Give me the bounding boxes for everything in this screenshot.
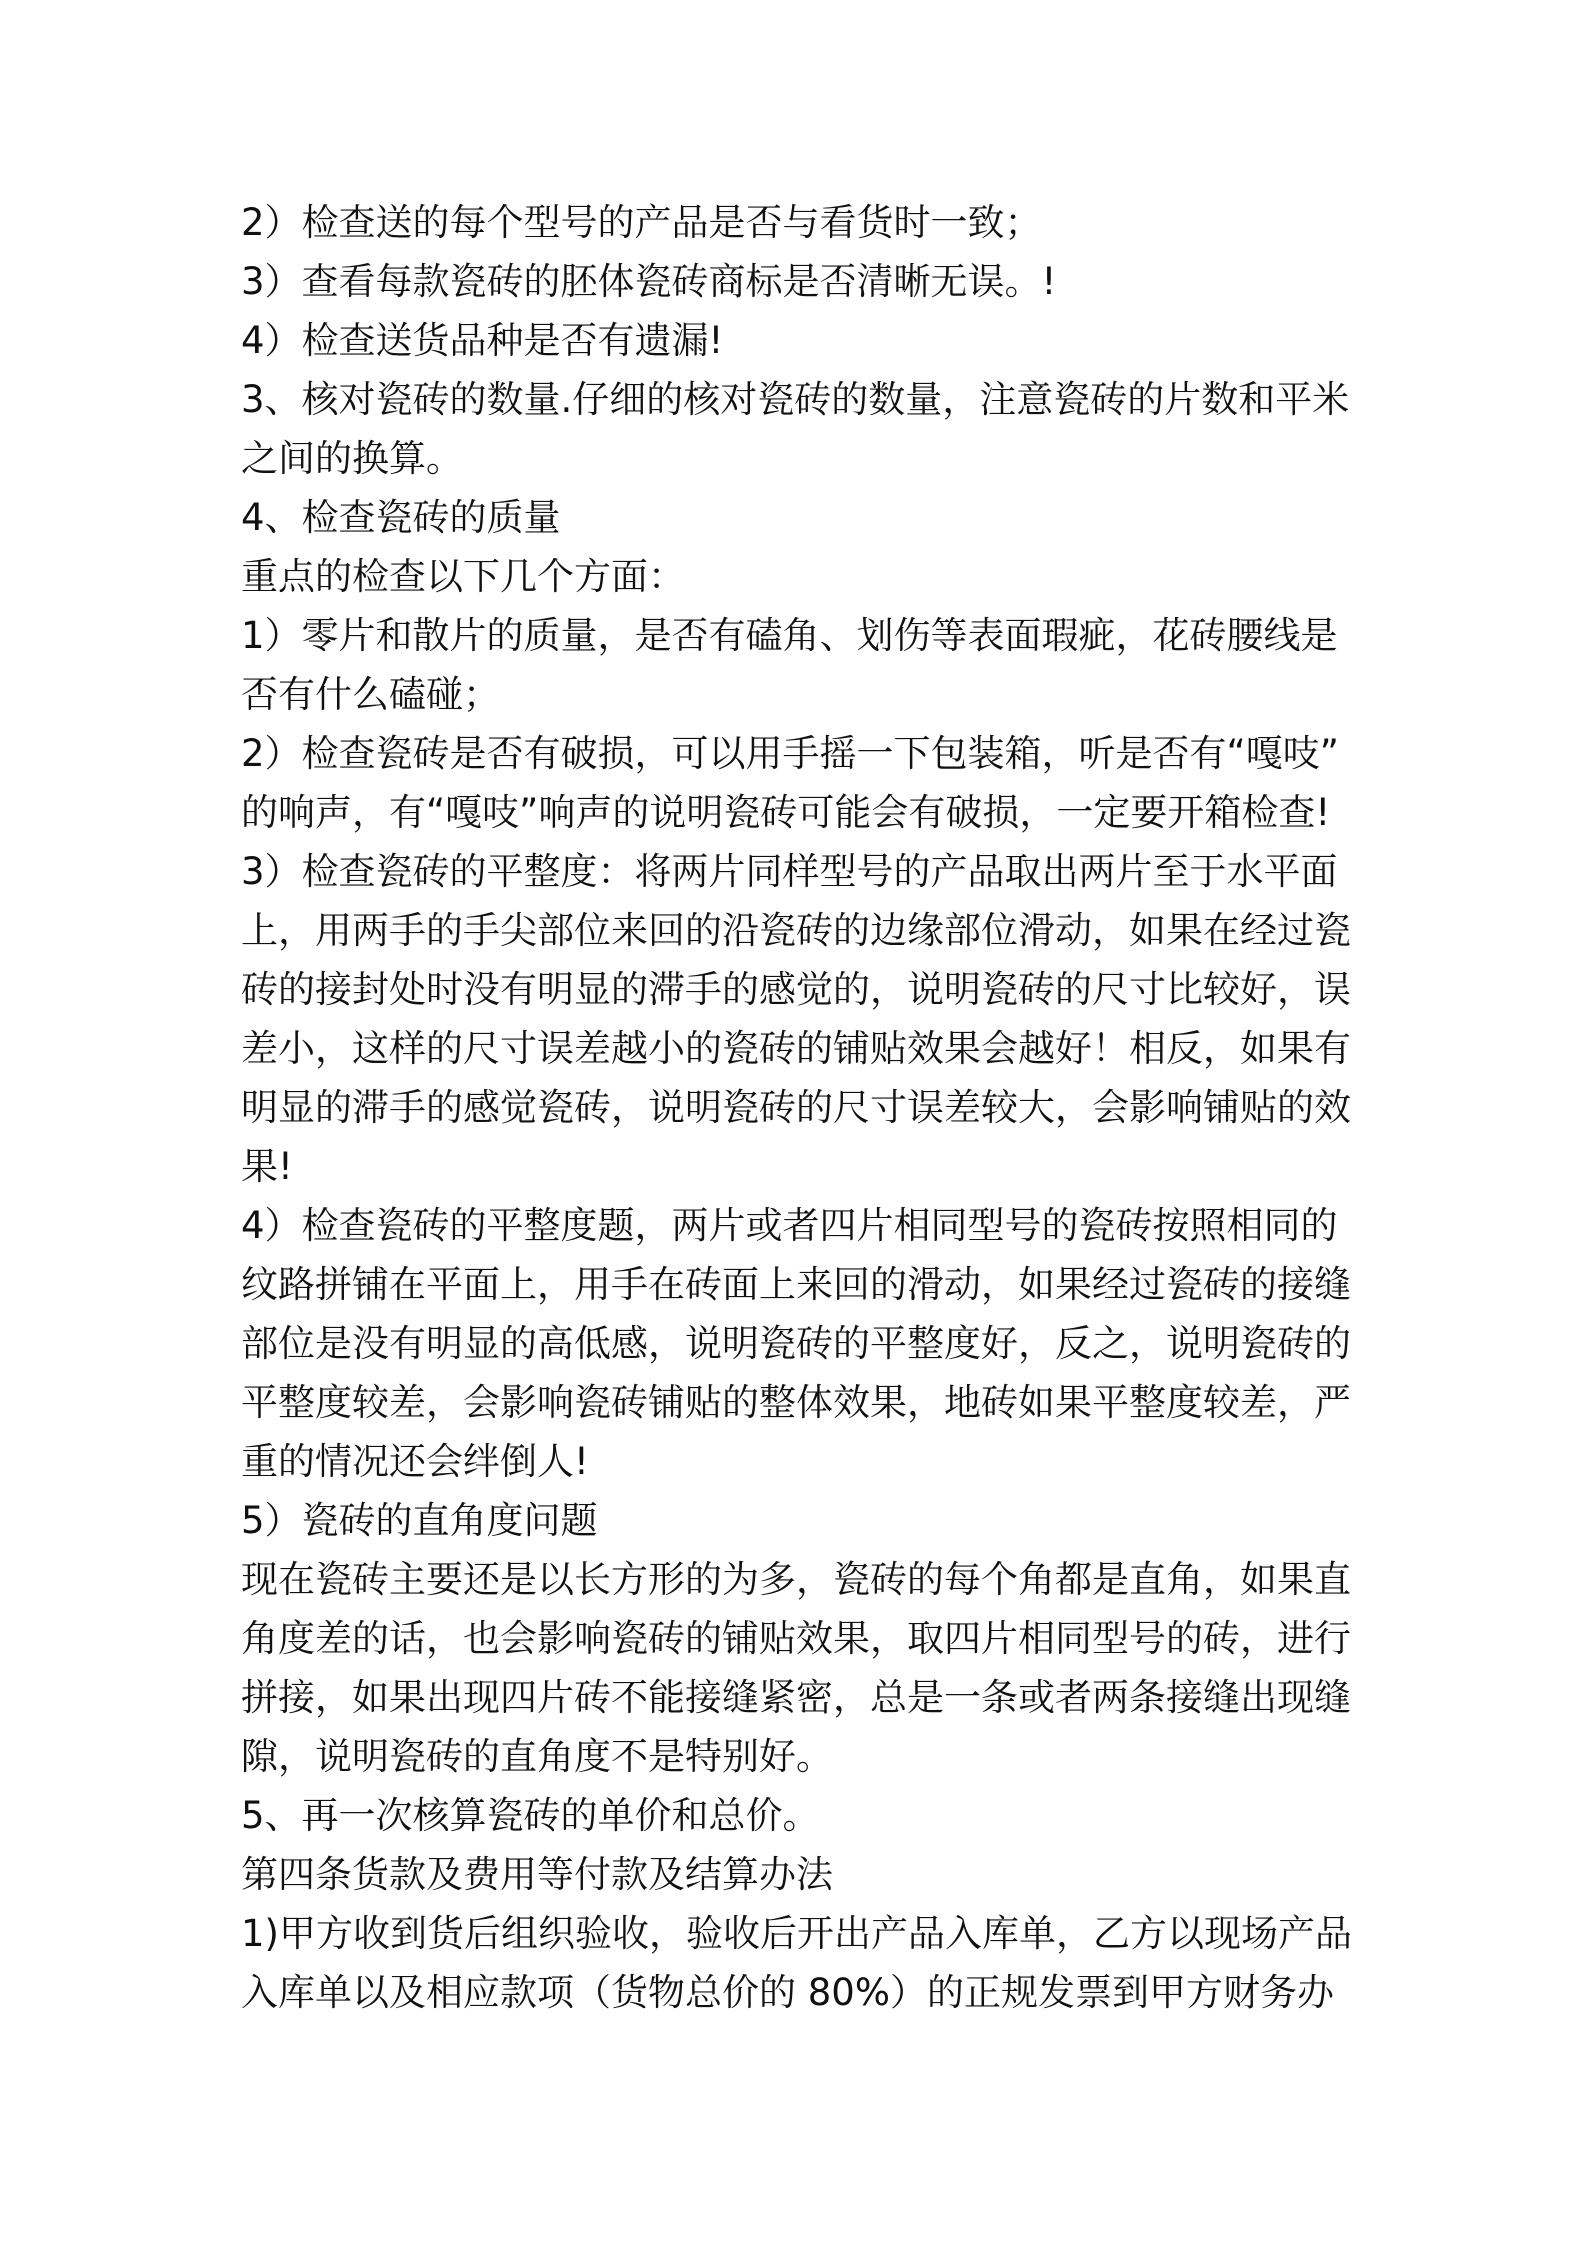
text-line: 3）检查瓷砖的平整度：将两片同样型号的产品取出两片至于水平面 xyxy=(241,850,1338,893)
article-heading: 第四条货款及费用等付款及结算办法 xyxy=(241,1853,833,1896)
text-line: 角度差的话，也会影响瓷砖的铺贴效果，取四片相同型号的砖，进行 xyxy=(241,1617,1351,1660)
text-line: 隙，说明瓷砖的直角度不是特别好。 xyxy=(241,1735,833,1778)
text-line: 砖的接封处时没有明显的滞手的感觉的，说明瓷砖的尺寸比较好，误 xyxy=(241,968,1351,1011)
text-line: 平整度较差，会影响瓷砖铺贴的整体效果，地砖如果平整度较差，严 xyxy=(241,1381,1351,1424)
text-line: 之间的换算。 xyxy=(241,437,463,480)
section-heading: 4、检查瓷砖的质量 xyxy=(241,496,561,539)
text-line: 部位是没有明显的高低感，说明瓷砖的平整度好，反之，说明瓷砖的 xyxy=(241,1322,1351,1365)
text-line: 拼接，如果出现四片砖不能接缝紧密，总是一条或者两条接缝出现缝 xyxy=(241,1676,1351,1719)
text-line: 2）检查瓷砖是否有破损，可以用手摇一下包装箱，听是否有“嘎吱” xyxy=(241,732,1339,775)
text-line: 4）检查送货品种是否有遗漏! xyxy=(241,319,724,362)
text-line: 明显的滞手的感觉瓷砖，说明瓷砖的尺寸误差较大，会影响铺贴的效 xyxy=(241,1086,1351,1129)
text-line: 重的情况还会绊倒人! xyxy=(241,1440,589,1483)
document-body xyxy=(241,193,1361,2022)
text-line: 否有什么磕碰； xyxy=(241,673,500,716)
section-heading: 5、再一次核算瓷砖的单价和总价。 xyxy=(241,1794,820,1837)
text-line: 4）检查瓷砖的平整度题，两片或者四片相同型号的瓷砖按照相同的 xyxy=(241,1204,1338,1247)
text-line: 1）零片和散片的质量，是否有磕角、划伤等表面瑕疵，花砖腰线是 xyxy=(241,614,1338,657)
text-line: 5）瓷砖的直角度问题 xyxy=(241,1499,598,1542)
text-line: 差小，这样的尺寸误差越小的瓷砖的铺贴效果会越好！相反，如果有 xyxy=(241,1027,1351,1070)
text-line: 1)甲方收到货后组织验收，验收后开出产品入库单，乙方以现场产品 xyxy=(241,1912,1352,1955)
text-line: 重点的检查以下几个方面： xyxy=(241,555,685,598)
text-line: 入库单以及相应款项（货物总价的 80%）的正规发票到甲方财务办 xyxy=(241,1971,1334,2014)
text-line: 3、核对瓷砖的数量.仔细的核对瓷砖的数量，注意瓷砖的片数和平米 xyxy=(241,378,1350,421)
text-line: 3）查看每款瓷砖的胚体瓷砖商标是否清晰无误。! xyxy=(241,260,1057,303)
text-line: 的响声，有“嘎吱”响声的说明瓷砖可能会有破损，一定要开箱检查! xyxy=(241,791,1331,834)
text-line: 现在瓷砖主要还是以长方形的为多，瓷砖的每个角都是直角，如果直 xyxy=(241,1558,1351,1601)
text-line: 纹路拼铺在平面上，用手在砖面上来回的滑动，如果经过瓷砖的接缝 xyxy=(241,1263,1351,1306)
text-line: 果! xyxy=(241,1145,293,1188)
text-line: 2）检查送的每个型号的产品是否与看货时一致； xyxy=(241,201,1042,244)
text-line: 上，用两手的手尖部位来回的沿瓷砖的边缘部位滑动，如果在经过瓷 xyxy=(241,909,1351,952)
